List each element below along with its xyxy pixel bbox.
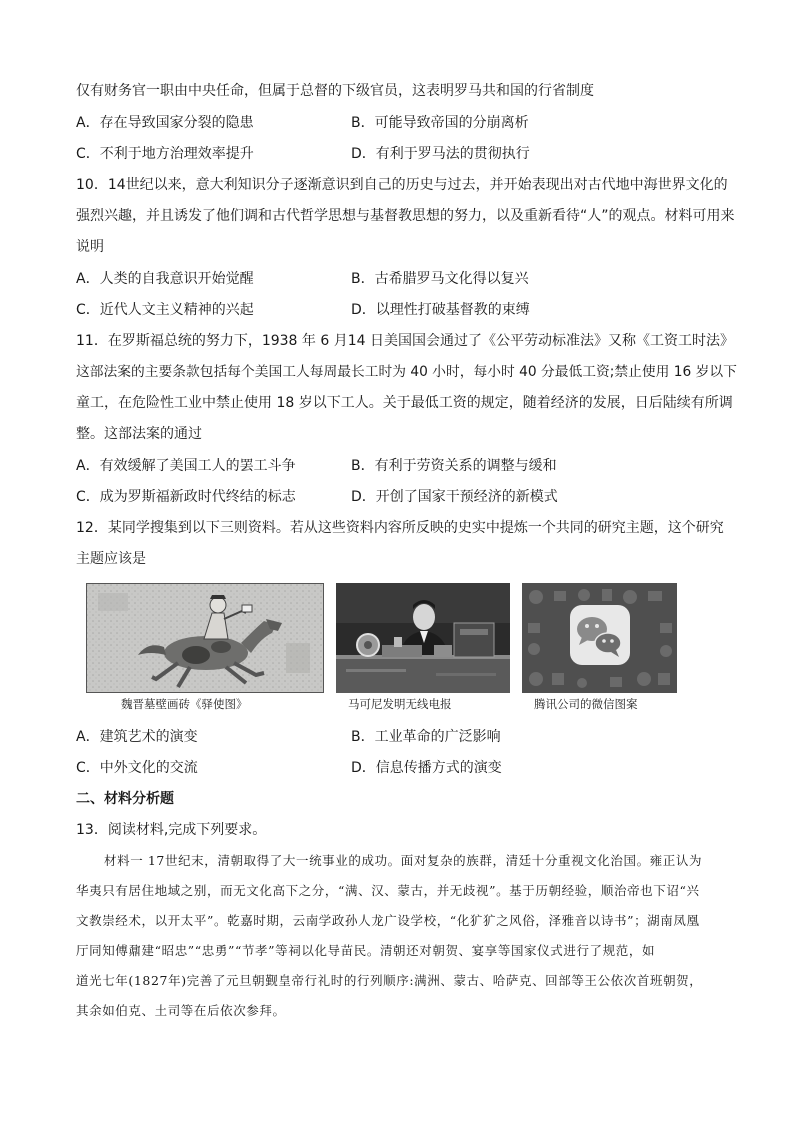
q10-option-b: B．古希腊罗马文化得以复兴 (351, 271, 529, 287)
q11-stem-line: 童工，在危险性工业中禁止使用 18 岁以下工人。关于最低工资的规定，随着经济的发展，日后陆续有所调 (76, 395, 733, 411)
q12-stem-line: 12．某同学搜集到以下三则资料。若从这些资料内容所反映的史实中提炼一个共同的研究主题，这个研究 (76, 520, 724, 536)
q11-stem-line: 这部法案的主要条款包括每个美国工人每周最长工时为 40 小时，每小时 40 分最低工资;禁止使用 16 岁以下 (76, 364, 737, 380)
q9-option-d: D．有利于罗马法的贯彻执行 (351, 146, 530, 162)
image-caption: 腾讯公司的微信图案 (534, 697, 638, 711)
q13-material-line: 道光七年(1827年)完善了元旦朝觐皇帝行礼时的行列顺序:满洲、蒙古、哈萨克、回部等王公依次首班朝贺， (76, 973, 703, 988)
q13-material-line: 其余如伯克、土司等在后依次参拜。 (76, 1003, 286, 1018)
q10-option-d: D．以理性打破基督教的束缚 (351, 302, 530, 318)
q11-stem-line: 11．在罗斯福总统的努力下，1938 年 6 月14 日美国国会通过了《公平劳动标准法》又称《工资工时法》 (76, 333, 734, 349)
q13-material-line: 华夷只有居住地域之别，而无文化高下之分，“满、汉、蒙古，并无歧视”。基于历朝经验，顺治帝也下诏“兴 (76, 883, 700, 898)
q9-stem: 仅有财务官一职由中央任命，但属于总督的下级官员，这表明罗马共和国的行省制度 (76, 83, 594, 99)
section-title: 二、材料分析题 (76, 791, 174, 807)
q11-option-b: B．有利于劳资关系的调整与缓和 (351, 458, 557, 474)
q10-stem-line: 强烈兴趣，并且诱发了他们调和古代哲学思想与基督教思想的努力，以及重新看待“人”的观点。材料可用来 (76, 208, 735, 224)
q12-option-c: C．中外文化的交流 (76, 760, 198, 776)
mural-brick-image (86, 583, 324, 693)
q13-material-line: 文教崇经术，以开太平”。乾嘉时期，云南学政孙人龙广设学校，“化犷犷之风俗，泽雅音以诗书”；湖南凤凰 (76, 913, 700, 928)
q11-option-a: A．有效缓解了美国工人的罢工斗争 (76, 458, 296, 474)
q12-option-b: B．工业革命的广泛影响 (351, 729, 501, 745)
q10-option-a: A．人类的自我意识开始觉醒 (76, 271, 254, 287)
q12-option-a: A．建筑艺术的演变 (76, 729, 198, 745)
marconi-photo-image (336, 583, 510, 693)
image-caption: 马可尼发明无线电报 (348, 697, 452, 711)
q10-option-c: C．近代人文主义精神的兴起 (76, 302, 254, 318)
wechat-logo-image (522, 583, 677, 693)
q9-option-c: C．不利于地方治理效率提升 (76, 146, 254, 162)
q11-option-d: D．开创了国家干预经济的新模式 (351, 489, 558, 505)
q13-stem: 13．阅读材料,完成下列要求。 (76, 822, 267, 838)
q9-option-a: A．存在导致国家分裂的隐患 (76, 115, 254, 131)
q10-stem-line: 说明 (76, 239, 104, 255)
q9-option-b: B．可能导致帝国的分崩离析 (351, 115, 529, 131)
q11-stem-line: 整。这部法案的通过 (76, 426, 202, 442)
q13-material-line: 材料一 17世纪末，清朝取得了大一统事业的成功。面对复杂的族群，清廷十分重视文化治国。雍正认为 (104, 853, 703, 868)
q10-stem-line: 10．14世纪以来，意大利知识分子逐渐意识到自己的历史与过去，并开始表现出对古代地中海世界文化的 (76, 177, 728, 193)
q12-stem-line: 主题应该是 (76, 551, 146, 567)
q12-option-d: D．信息传播方式的演变 (351, 760, 502, 776)
q13-material-line: 厅同知傅鼐建“昭忠”“忠勇”“节孝”等祠以化导苗民。清朝还对朝贺、宴享等国家仪式进行了规范，如 (76, 943, 656, 958)
image-caption: 魏晋墓壁画砖《驿使图》 (121, 697, 248, 711)
q11-option-c: C．成为罗斯福新政时代终结的标志 (76, 489, 296, 505)
